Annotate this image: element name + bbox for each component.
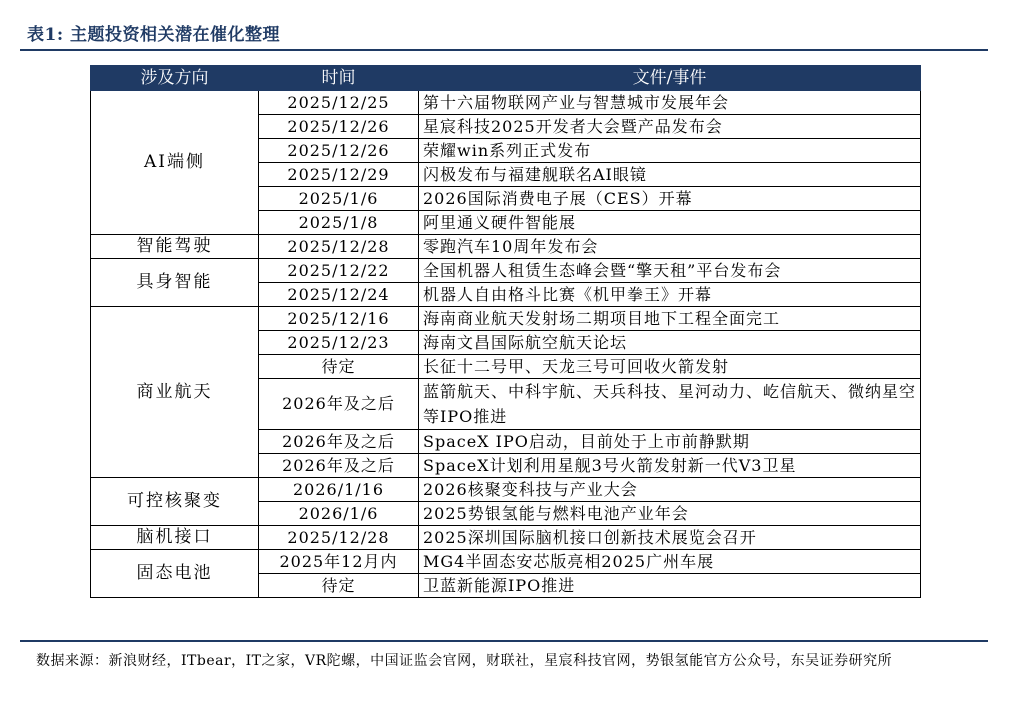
event-cell: 第十六届物联网产业与智慧城市发展年会 [419, 91, 921, 115]
event-cell: 海南商业航天发射场二期项目地下工程全面完工 [419, 307, 921, 331]
date-cell: 2025/1/6 [259, 187, 419, 211]
event-cell: 2026国际消费电子展（CES）开幕 [419, 187, 921, 211]
date-cell: 2025/12/26 [259, 139, 419, 163]
header-time: 时间 [259, 66, 419, 91]
table-row [91, 307, 921, 331]
date-cell: 2025/12/23 [259, 331, 419, 355]
event-cell: 2026核聚变科技与产业大会 [419, 478, 921, 502]
catalyst-table [90, 65, 921, 598]
date-cell: 待定 [259, 574, 419, 598]
event-cell: SpaceX计划利用星舰3号火箭发射新一代V3卫星 [419, 454, 921, 478]
event-cell: 全国机器人租赁生态峰会暨“擎天租”平台发布会 [419, 259, 921, 283]
event-cell: 机器人自由格斗比赛《机甲拳王》开幕 [419, 283, 921, 307]
category-cell: 脑机接口 [91, 526, 259, 550]
bottom-rule [20, 640, 988, 642]
date-cell: 2026/1/16 [259, 478, 419, 502]
category-cell: 固态电池 [91, 550, 259, 598]
event-cell: 2025深圳国际脑机接口创新技术展览会召开 [419, 526, 921, 550]
event-cell: SpaceX IPO启动，目前处于上市前静默期 [419, 430, 921, 454]
table-row [91, 259, 921, 283]
table-row [91, 235, 921, 259]
date-cell: 2026/1/6 [259, 502, 419, 526]
date-cell: 2026年及之后 [259, 430, 419, 454]
table-row [91, 550, 921, 574]
date-cell: 2026年及之后 [259, 454, 419, 478]
event-cell: 星宸科技2025开发者大会暨产品发布会 [419, 115, 921, 139]
date-cell: 2025/12/22 [259, 259, 419, 283]
date-cell: 2025/12/16 [259, 307, 419, 331]
date-cell: 2025/1/8 [259, 211, 419, 235]
event-cell: 长征十二号甲、天龙三号可回收火箭发射 [419, 355, 921, 379]
date-cell: 2025/12/28 [259, 235, 419, 259]
header-direction: 涉及方向 [91, 66, 259, 91]
date-cell: 2025年12月内 [259, 550, 419, 574]
table-row [91, 478, 921, 502]
date-cell: 2025/12/26 [259, 115, 419, 139]
event-cell: 卫蓝新能源IPO推进 [419, 574, 921, 598]
category-cell: 可控核聚变 [91, 478, 259, 526]
event-cell: 蓝箭航天、中科宇航、天兵科技、星河动力、屹信航天、微纳星空等IPO推进 [419, 379, 921, 430]
table-row [91, 91, 921, 115]
category-cell: 商业航天 [91, 307, 259, 478]
date-cell: 2026年及之后 [259, 379, 419, 430]
table-title: 表1: 主题投资相关潜在催化整理 [27, 25, 281, 45]
header-event: 文件/事件 [419, 66, 921, 91]
data-source-note: 数据来源：新浪财经，ITbear，IT之家，VR陀螺，中国证监会官网，财联社，星宸科技官网，势银氢能官方公众号，东吴证券研究所 [36, 653, 893, 669]
event-cell: 阿里通义硬件智能展 [419, 211, 921, 235]
event-cell: MG4半固态安芯版亮相2025广州车展 [419, 550, 921, 574]
date-cell: 2025/12/28 [259, 526, 419, 550]
event-cell: 海南文昌国际航空航天论坛 [419, 331, 921, 355]
table-row [91, 526, 921, 550]
event-cell: 闪极发布与福建舰联名AI眼镜 [419, 163, 921, 187]
category-cell: AI端侧 [91, 91, 259, 235]
date-cell: 待定 [259, 355, 419, 379]
table-header-row [91, 66, 921, 91]
event-cell: 荣耀win系列正式发布 [419, 139, 921, 163]
event-cell: 零跑汽车10周年发布会 [419, 235, 921, 259]
top-rule [20, 49, 988, 51]
date-cell: 2025/12/24 [259, 283, 419, 307]
category-cell: 智能驾驶 [91, 235, 259, 259]
date-cell: 2025/12/25 [259, 91, 419, 115]
category-cell: 具身智能 [91, 259, 259, 307]
event-cell: 2025势银氢能与燃料电池产业年会 [419, 502, 921, 526]
date-cell: 2025/12/29 [259, 163, 419, 187]
